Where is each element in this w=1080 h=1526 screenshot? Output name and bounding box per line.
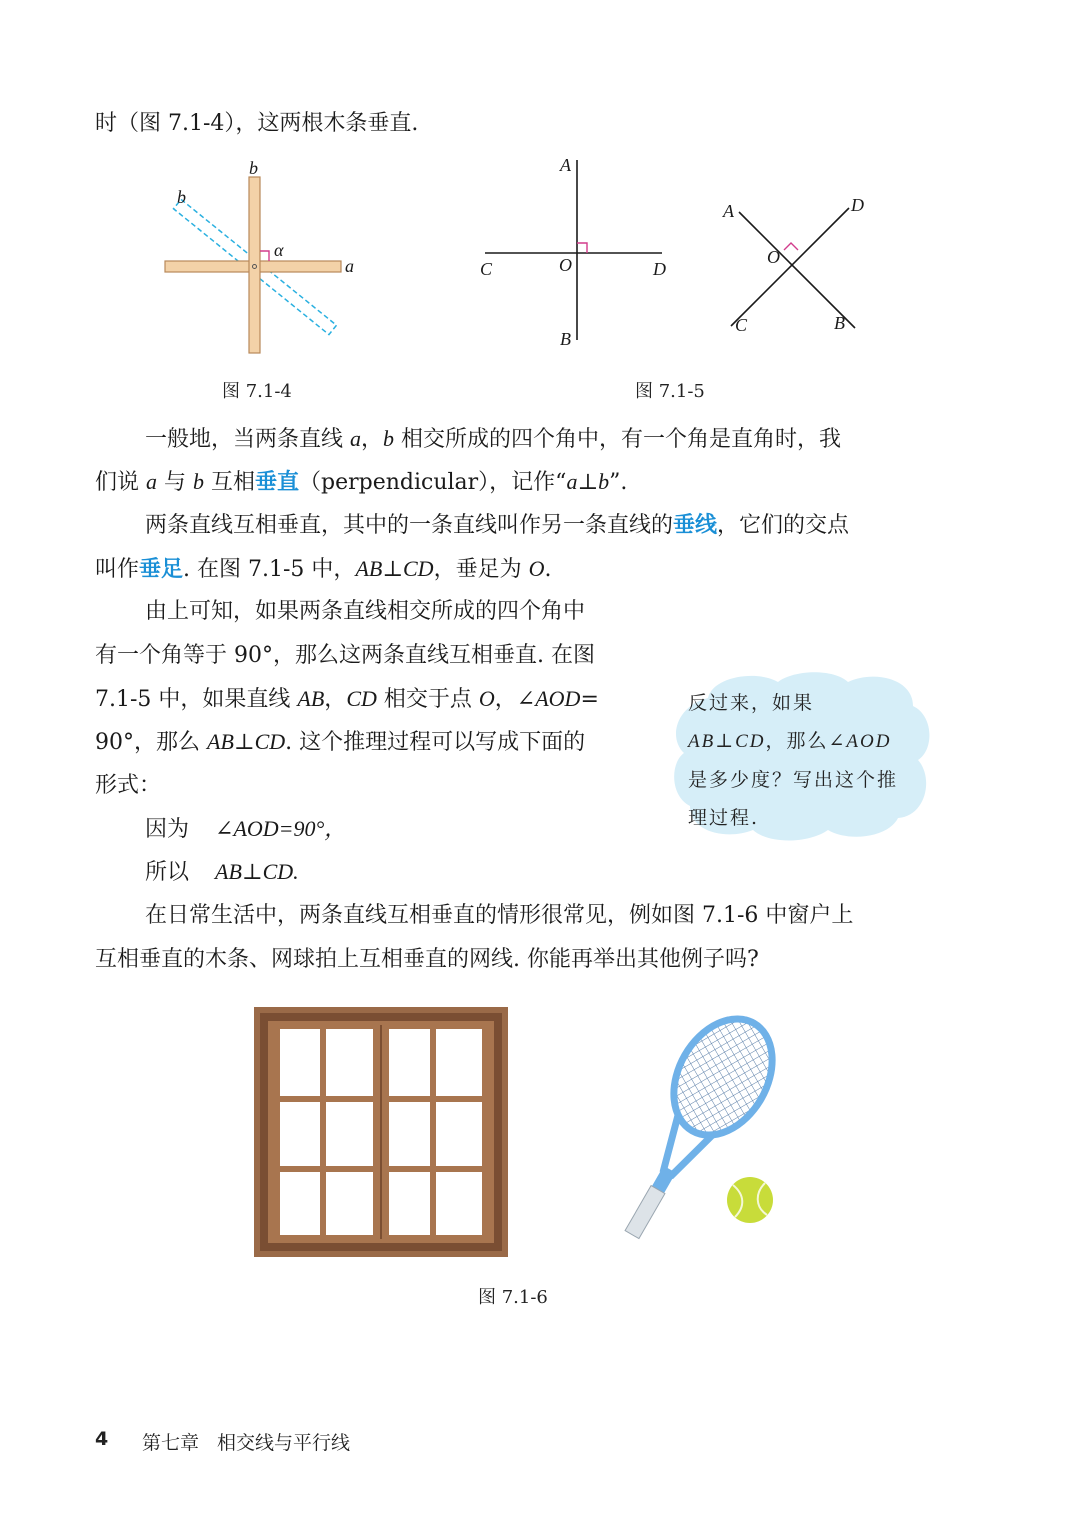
para3-line3: 7.1-5 中，如果直线 AB，CD 相交于点 O，∠AOD= bbox=[95, 686, 599, 712]
label-b-top: b bbox=[249, 158, 258, 178]
term-perpendicular: 垂直 bbox=[255, 469, 300, 495]
para2-line2: 叫作垂足. 在图 7.1-5 中，AB⊥CD，垂足为 O. bbox=[95, 556, 552, 582]
label-O: O bbox=[559, 255, 572, 275]
para1-line2: 们说 a 与 b 互相垂直（perpendicular），记作“a⊥b”. bbox=[95, 469, 628, 495]
label-a: a bbox=[345, 256, 354, 276]
figure-7-1-4 bbox=[155, 155, 370, 360]
para3-line5: 形式： bbox=[95, 773, 162, 798]
term-foot: 垂足 bbox=[139, 556, 184, 582]
intro-line: 时（图 7.1-4），这两根木条垂直. bbox=[95, 111, 419, 136]
para1-line1: 一般地，当两条直线 a，b 相交所成的四个角中，有一个角是直角时，我 bbox=[145, 426, 842, 452]
label-alpha: α bbox=[274, 240, 284, 260]
figure-7-1-5-right bbox=[715, 190, 875, 340]
term-perpendicular-line: 垂线 bbox=[673, 512, 718, 538]
tennis-ball-image bbox=[725, 1175, 775, 1225]
caption-fig-7-1-4: 图 7.1-4 bbox=[222, 381, 292, 402]
label-D: D bbox=[653, 259, 666, 279]
para3-line2: 有一个角等于 90°，那么这两条直线互相垂直. 在图 bbox=[95, 643, 595, 668]
page-number: 4 bbox=[95, 1428, 109, 1450]
label-A: A bbox=[723, 201, 734, 221]
caption-fig-7-1-5: 图 7.1-5 bbox=[635, 381, 705, 402]
para4-line1: 在日常生活中，两条直线互相垂直的情形很常见，例如图 7.1-6 中窗户上 bbox=[145, 903, 854, 928]
figure-7-1-5-left bbox=[470, 150, 680, 355]
label-D: D bbox=[851, 195, 864, 215]
caption-fig-7-1-6: 图 7.1-6 bbox=[478, 1287, 548, 1308]
right-angle-mark bbox=[577, 243, 587, 253]
para4-line2: 互相垂直的木条、网球拍上互相垂直的网线. 你能再举出其他例子吗? bbox=[95, 947, 759, 972]
proof-so: 所以 AB⊥CD. bbox=[145, 859, 299, 885]
para3-line4: 90°，那么 AB⊥CD. 这个推理过程可以写成下面的 bbox=[95, 729, 586, 755]
window-image bbox=[254, 1007, 508, 1257]
right-angle-mark bbox=[260, 251, 269, 261]
label-C: C bbox=[480, 259, 493, 279]
label-O: O bbox=[767, 247, 780, 267]
proof-because: 因为 ∠AOD=90°， bbox=[145, 816, 347, 842]
chapter-label: 第七章 bbox=[142, 1432, 200, 1454]
label-b-dashed: b bbox=[177, 187, 186, 207]
label-A: A bbox=[560, 155, 571, 175]
label-B: B bbox=[560, 329, 571, 349]
label-B: B bbox=[834, 313, 845, 333]
cloud-question: 反过来，如果 AB⊥CD，那么∠AOD 是多少度？写出这个推理过程. bbox=[688, 692, 899, 829]
label-C: C bbox=[735, 315, 748, 335]
para3-line1: 由上可知，如果两条直线相交所成的四个角中 bbox=[145, 599, 586, 624]
para2-line1: 两条直线互相垂直，其中的一条直线叫作另一条直线的垂线，它们的交点 bbox=[145, 512, 850, 538]
chapter-title: 相交线与平行线 bbox=[217, 1432, 351, 1454]
right-angle-mark bbox=[784, 243, 798, 250]
